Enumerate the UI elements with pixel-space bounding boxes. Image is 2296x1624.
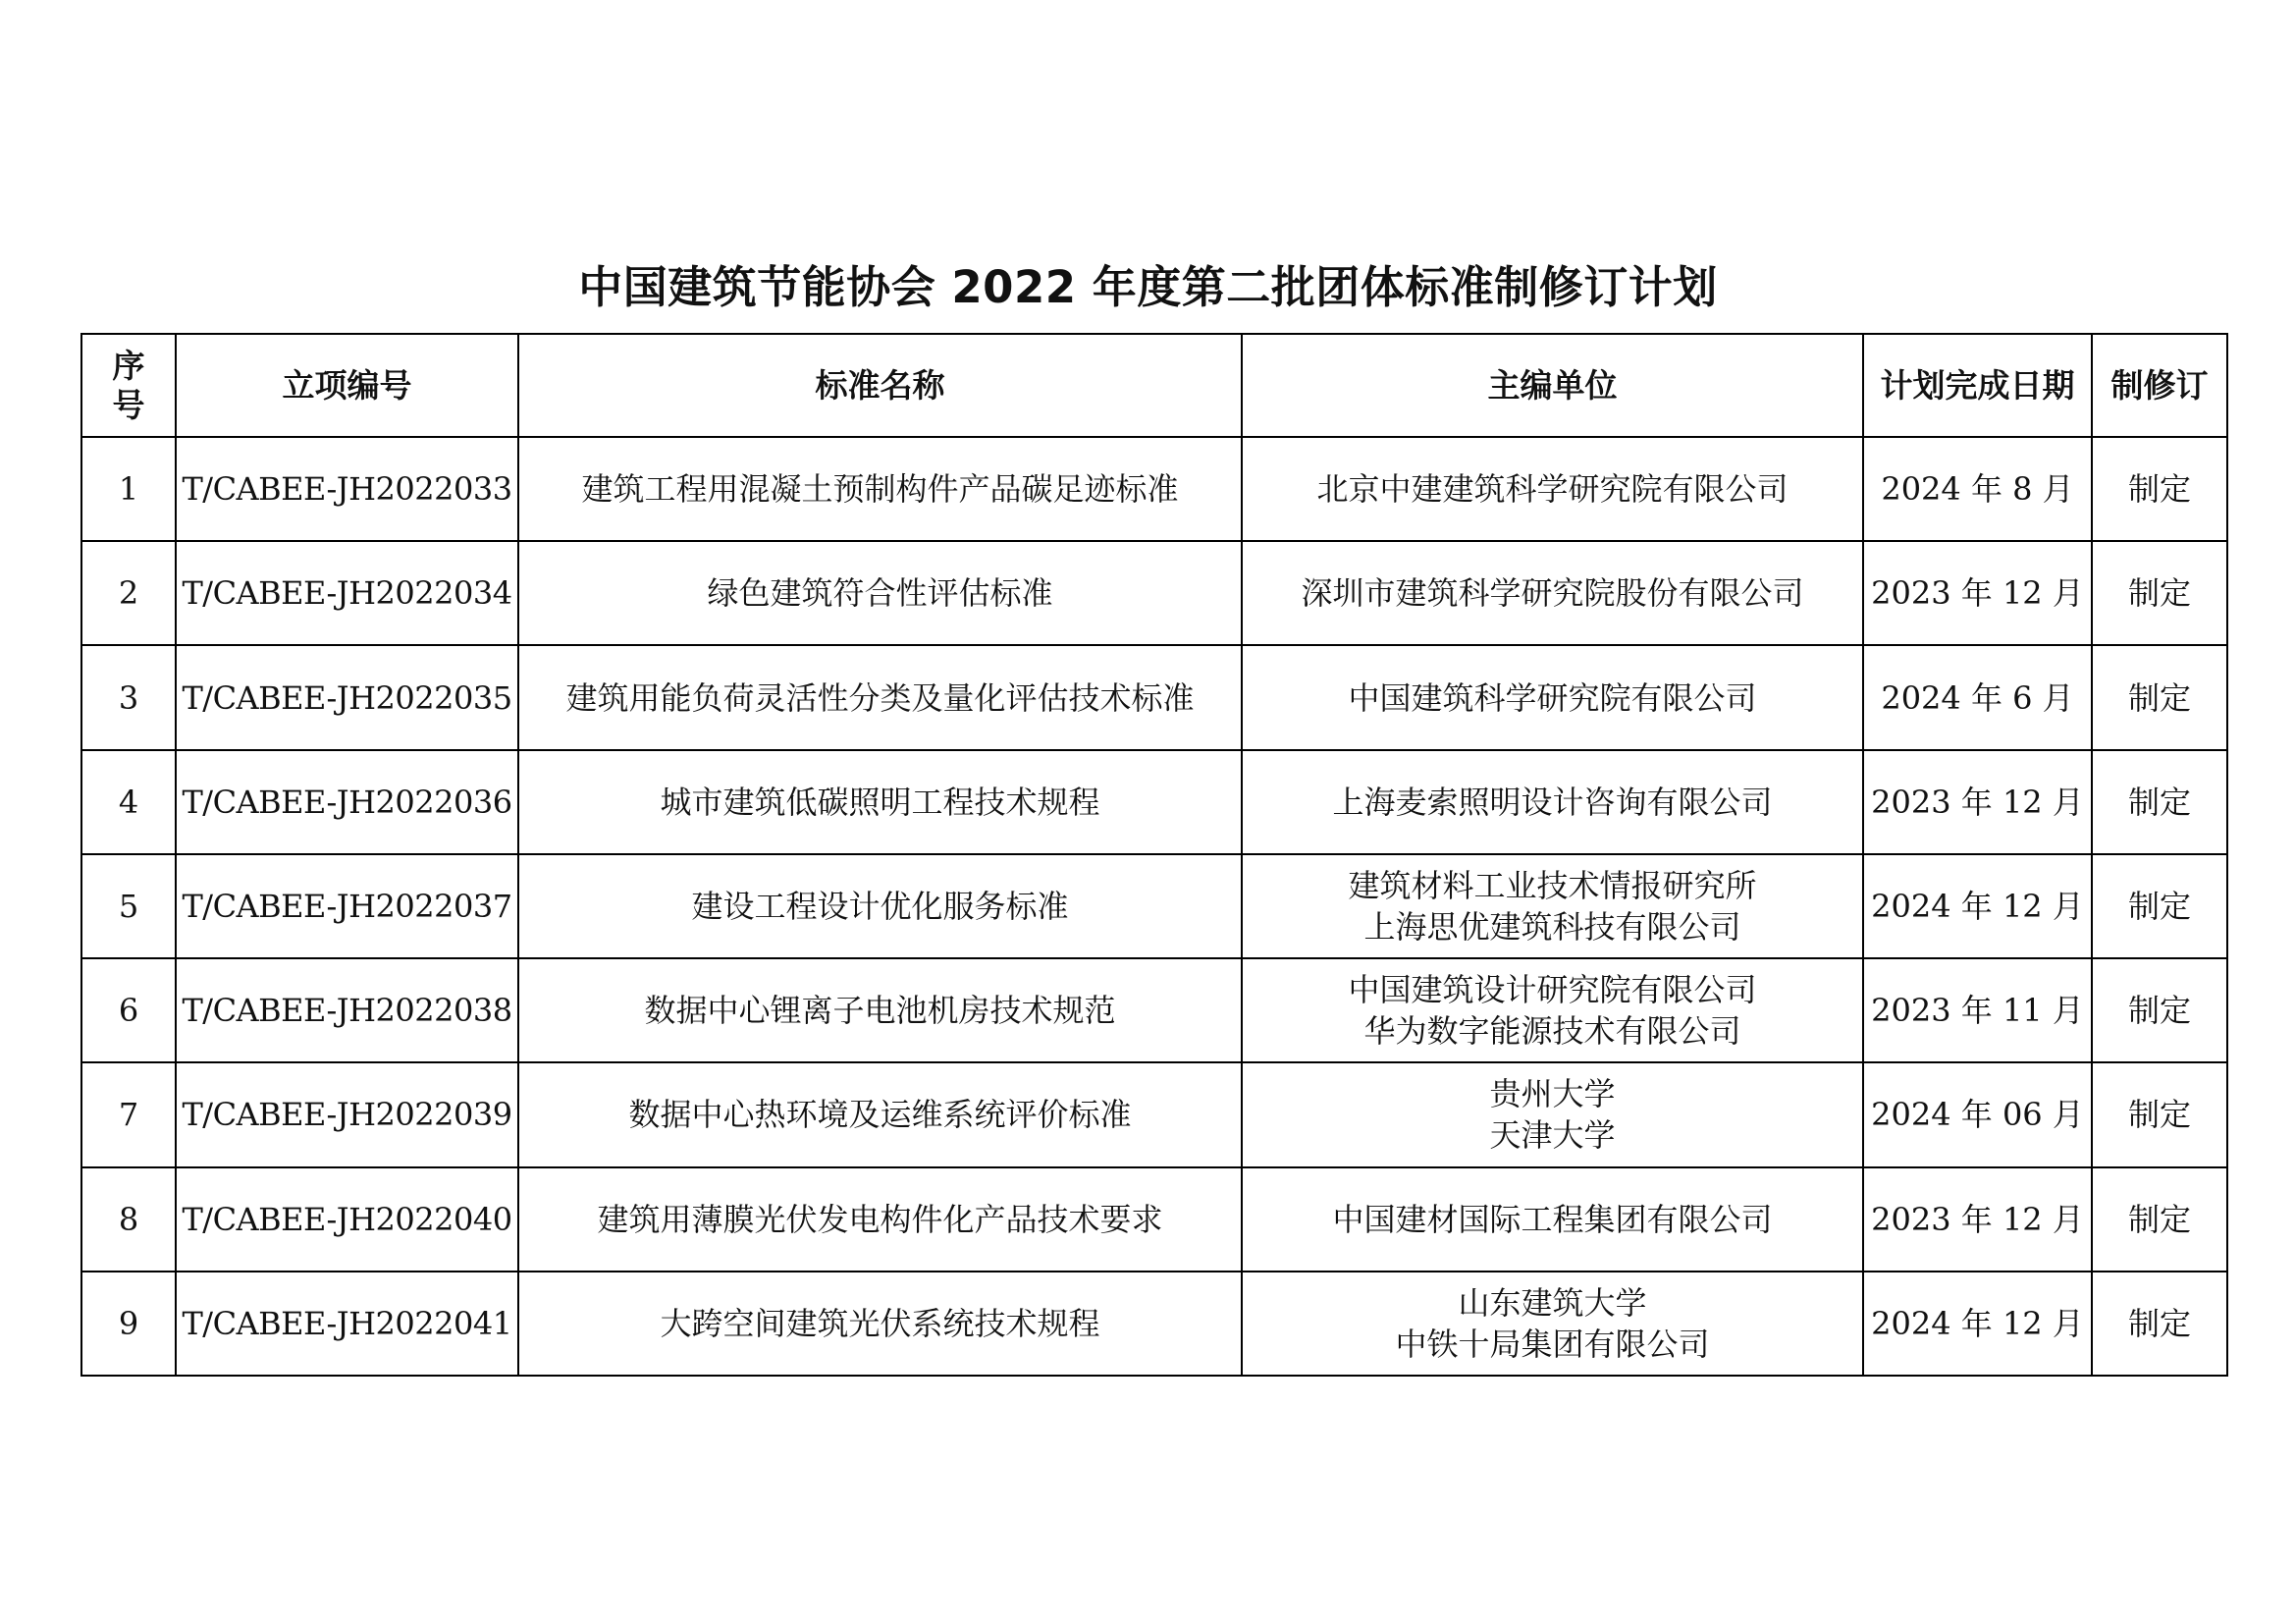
- cell-unit: [1242, 1272, 1863, 1376]
- cell-code: T/CABEE-JH2022035: [176, 645, 518, 749]
- cell-code: T/CABEE-JH2022039: [176, 1062, 518, 1166]
- cell-code: T/CABEE-JH2022037: [176, 854, 518, 958]
- unit-line-1: 上海麦索照明设计咨询有限公司: [1332, 783, 1773, 821]
- unit-line-1: 中国建筑设计研究院有限公司: [1348, 971, 1757, 1009]
- cell-type: 制定: [2092, 645, 2227, 749]
- cell-unit: [1242, 541, 1863, 645]
- cell-code: T/CABEE-JH2022041: [176, 1272, 518, 1376]
- table-body: [81, 437, 2227, 1376]
- cell-name: 数据中心锂离子电池机房技术规范: [518, 958, 1242, 1062]
- header-seq-line2: 号: [112, 385, 145, 424]
- cell-name: 建筑用薄膜光伏发电构件化产品技术要求: [518, 1167, 1242, 1272]
- unit-line-1: 中国建筑科学研究院有限公司: [1348, 678, 1757, 717]
- unit-line-2: 中铁十局集团有限公司: [1395, 1325, 1710, 1363]
- cell-name: 城市建筑低碳照明工程技术规程: [518, 750, 1242, 854]
- cell-code: T/CABEE-JH2022040: [176, 1167, 518, 1272]
- cell-unit: [1242, 750, 1863, 854]
- cell-name: 建设工程设计优化服务标准: [518, 854, 1242, 958]
- page-title: 中国建筑节能协会 2022 年度第二批团体标准制修订计划: [578, 261, 1718, 313]
- cell-seq: 4: [81, 750, 176, 854]
- table-row: [81, 1167, 2227, 1272]
- unit-line-1: 北京中建建筑科学研究院有限公司: [1316, 470, 1789, 509]
- cell-seq: 3: [81, 645, 176, 749]
- cell-type: 制定: [2092, 1062, 2227, 1166]
- cell-type: 制定: [2092, 1272, 2227, 1376]
- cell-name: 大跨空间建筑光伏系统技术规程: [518, 1272, 1242, 1376]
- unit-line-2: 天津大学: [1489, 1116, 1616, 1155]
- cell-unit: [1242, 1062, 1863, 1166]
- cell-type: 制定: [2092, 1167, 2227, 1272]
- cell-code: T/CABEE-JH2022034: [176, 541, 518, 645]
- cell-name: 建筑用能负荷灵活性分类及量化评估技术标准: [518, 645, 1242, 749]
- table-header-row: [81, 334, 2227, 437]
- header-name: 标准名称: [518, 334, 1242, 437]
- standards-plan-table: [80, 333, 2228, 1377]
- unit-line-1: 深圳市建筑科学研究院股份有限公司: [1301, 574, 1804, 613]
- cell-date: 2023 年 12 月: [1863, 750, 2092, 854]
- header-date: 计划完成日期: [1863, 334, 2092, 437]
- cell-date: 2024 年 06 月: [1863, 1062, 2092, 1166]
- table-row: [81, 1272, 2227, 1376]
- unit-line-1: 建筑材料工业技术情报研究所: [1348, 866, 1757, 904]
- cell-seq: 8: [81, 1167, 176, 1272]
- cell-type: 制定: [2092, 750, 2227, 854]
- cell-type: 制定: [2092, 958, 2227, 1062]
- cell-code: T/CABEE-JH2022036: [176, 750, 518, 854]
- unit-line-2: 上海思优建筑科技有限公司: [1363, 907, 1741, 946]
- table-row: [81, 958, 2227, 1062]
- header-code: 立项编号: [176, 334, 518, 437]
- cell-seq: 1: [81, 437, 176, 541]
- cell-seq: 7: [81, 1062, 176, 1166]
- cell-type: 制定: [2092, 541, 2227, 645]
- header-seq-line1: 序: [112, 346, 145, 385]
- cell-name: 数据中心热环境及运维系统评价标准: [518, 1062, 1242, 1166]
- cell-date: 2024 年 12 月: [1863, 854, 2092, 958]
- cell-code: T/CABEE-JH2022038: [176, 958, 518, 1062]
- cell-type: 制定: [2092, 437, 2227, 541]
- cell-unit: [1242, 958, 1863, 1062]
- cell-unit: [1242, 854, 1863, 958]
- cell-date: 2024 年 6 月: [1863, 645, 2092, 749]
- unit-line-2: 华为数字能源技术有限公司: [1363, 1012, 1741, 1051]
- cell-seq: 9: [81, 1272, 176, 1376]
- table-row: [81, 437, 2227, 541]
- cell-unit: [1242, 1167, 1863, 1272]
- cell-type: 制定: [2092, 854, 2227, 958]
- cell-name: 建筑工程用混凝土预制构件产品碳足迹标准: [518, 437, 1242, 541]
- cell-seq: 2: [81, 541, 176, 645]
- table-row: [81, 645, 2227, 749]
- table-row: [81, 854, 2227, 958]
- cell-seq: 6: [81, 958, 176, 1062]
- cell-name: 绿色建筑符合性评估标准: [518, 541, 1242, 645]
- unit-line-1: 山东建筑大学: [1458, 1283, 1647, 1322]
- cell-code: T/CABEE-JH2022033: [176, 437, 518, 541]
- unit-line-1: 中国建材国际工程集团有限公司: [1332, 1200, 1773, 1238]
- table-row: [81, 1062, 2227, 1166]
- table-row: [81, 750, 2227, 854]
- cell-date: 2024 年 12 月: [1863, 1272, 2092, 1376]
- cell-date: 2023 年 11 月: [1863, 958, 2092, 1062]
- cell-date: 2023 年 12 月: [1863, 1167, 2092, 1272]
- cell-date: 2023 年 12 月: [1863, 541, 2092, 645]
- cell-unit: [1242, 437, 1863, 541]
- header-unit: 主编单位: [1242, 334, 1863, 437]
- table-row: [81, 541, 2227, 645]
- cell-date: 2024 年 8 月: [1863, 437, 2092, 541]
- header-type: 制修订: [2092, 334, 2227, 437]
- cell-unit: [1242, 645, 1863, 749]
- unit-line-1: 贵州大学: [1489, 1075, 1616, 1113]
- cell-seq: 5: [81, 854, 176, 958]
- header-seq: [81, 334, 176, 437]
